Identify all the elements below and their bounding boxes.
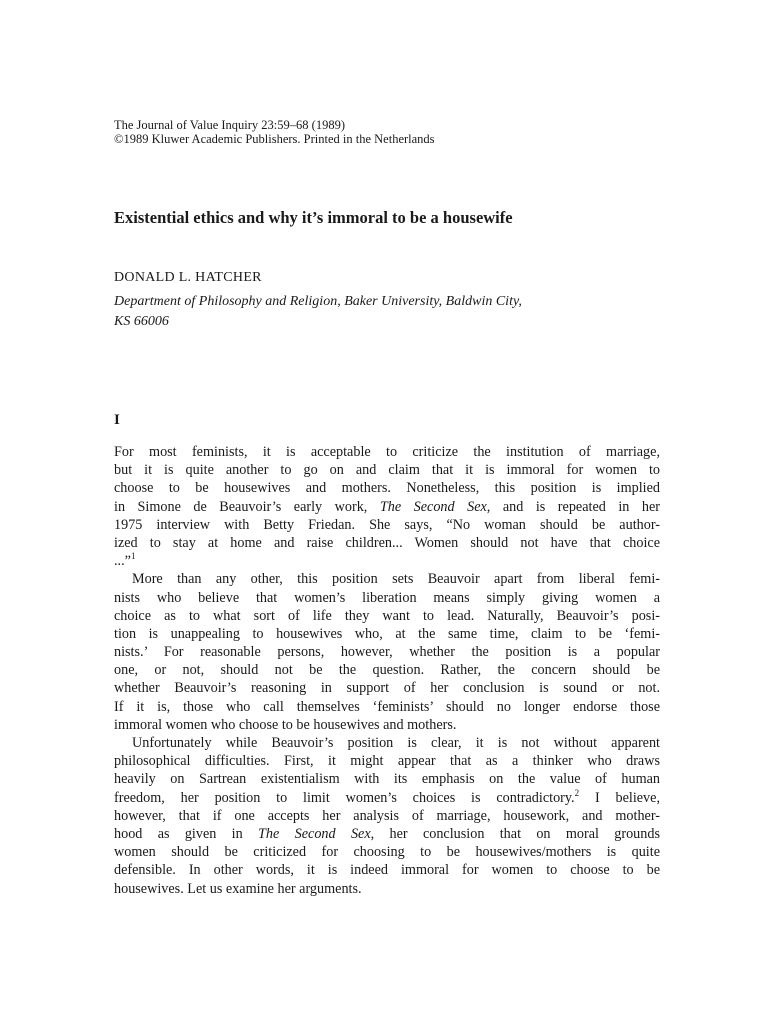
- text-line: heavily on Sartrean existentialism with its emphasis on the value of human: [114, 771, 660, 788]
- paragraph: [114, 443, 660, 570]
- text-line: defensible. In other words, it is indeed immoral for women to choose to be: [114, 862, 660, 879]
- paragraph: [114, 570, 660, 734]
- text-line: whether Beauvoir’s reasoning in support of her conclusion is sound or not.: [114, 680, 660, 697]
- text-line: women should be criticized for choosing to be housewives/mothers is quite: [114, 844, 660, 861]
- footnote-marker: 1: [130, 551, 136, 562]
- affiliation-line: Department of Philosophy and Religion, Baker University, Baldwin City,: [114, 294, 522, 309]
- book-title: The Second Sex: [258, 825, 371, 842]
- paragraph: [114, 734, 660, 898]
- author-affiliation: [114, 292, 522, 332]
- text-run: I believe,: [579, 789, 660, 806]
- text-line: For most feminists, it is acceptable to criticize the institution of marriage,: [114, 444, 660, 460]
- article-body: [114, 443, 660, 898]
- article-title: Existential ethics and why it’s immoral to be a housewife: [114, 208, 513, 227]
- text-line: [114, 498, 660, 516]
- text-run: , and is repeated in her: [486, 498, 660, 515]
- text-run: freedom, her position to limit women’s choices is contradictory.: [114, 789, 575, 806]
- book-title: The Second Sex: [379, 498, 487, 515]
- text-line: philosophical difficulties. First, it might appear that as a thinker who draws: [114, 753, 660, 770]
- text-line: but it is quite another to go on and claim that it is immoral for women to: [114, 462, 660, 479]
- text-line: choose to be housewives and mothers. Nonetheless, this position is implied: [114, 480, 660, 497]
- text-line: tion is unappealing to housewives who, at the same time, claim to be ‘femi-: [114, 625, 660, 642]
- text-line: Unfortunately while Beauvoir’s position is clear, it is not without apparent: [132, 735, 660, 751]
- text-line: nists who believe that women’s liberation means simply giving women a: [114, 589, 660, 606]
- text-run: in Simone de Beauvoir’s early work,: [114, 498, 380, 515]
- text-line: [114, 789, 660, 807]
- text-line: one, or not, should not be the question. Rather, the concern should be: [114, 662, 660, 679]
- text-line: 1975 interview with Betty Friedan. She says, “No woman should be author-: [114, 516, 660, 533]
- copyright-notice: ©1989 Kluwer Academic Publishers. Printed in the Netherlands: [114, 132, 435, 146]
- journal-header: [114, 118, 435, 146]
- text-line: [114, 825, 660, 843]
- text-line: nists.’ For reasonable persons, however, whether the position is a popular: [114, 644, 660, 661]
- text-line: housewives. Let us examine her arguments.: [114, 880, 362, 897]
- section-heading: I: [114, 412, 120, 428]
- affiliation-line: KS 66006: [114, 314, 169, 329]
- text-line: [114, 552, 660, 570]
- text-run: , her conclusion that on moral grounds: [370, 825, 660, 842]
- text-line: ized to stay at home and raise children... Women should not have that choice: [114, 534, 660, 551]
- text-run: ...”: [114, 553, 131, 570]
- footnote-marker: 2: [574, 787, 580, 798]
- journal-citation: The Journal of Value Inquiry 23:59–68 (1989): [114, 118, 345, 132]
- author-name: DONALD L. HATCHER: [114, 270, 262, 285]
- text-line: More than any other, this position sets Beauvoir apart from liberal femi-: [132, 571, 660, 588]
- text-line: immoral women who choose to be housewives and mothers.: [114, 716, 457, 733]
- text-line: however, that if one accepts her analysis of marriage, housework, and mother-: [114, 807, 660, 824]
- text-line: choice as to what sort of life they want to lead. Naturally, Beauvoir’s posi-: [114, 607, 660, 624]
- text-line: If it is, those who call themselves ‘feminists’ should no longer endorse those: [114, 698, 660, 715]
- text-run: hood as given in: [114, 825, 259, 842]
